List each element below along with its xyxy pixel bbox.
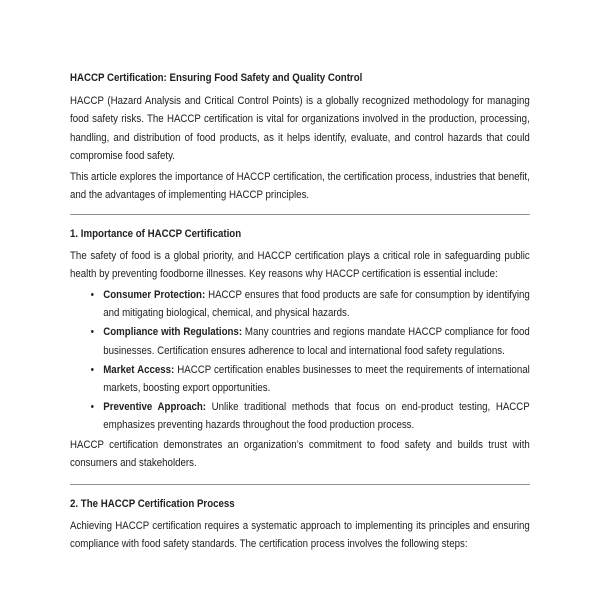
document-content <box>70 69 530 556</box>
bullet-term: Market Access: <box>103 363 175 376</box>
bullet-item-market-access <box>103 361 530 397</box>
bullet-item-consumer-protection <box>103 286 530 322</box>
bullet-term: Preventive Approach: <box>103 401 207 414</box>
bullet-term: Compliance with Regulations: <box>103 326 243 339</box>
intro-paragraph-2: This article explores the importance of HACCP certification, the certification process, industries that benefit, and the advantages of implementing HACCP principles. <box>70 170 530 201</box>
document-title: HACCP Certification: Ensuring Food Safety and Quality Control <box>70 72 363 84</box>
section-divider-2 <box>70 484 530 485</box>
bullet-list <box>70 286 530 435</box>
intro-paragraph-1: HACCP (Hazard Analysis and Critical Control Points) is a globally recognized methodology for managing food safety risks. The HACCP certification is vital for organizations involved in the production, processing, handling, and distribution of food products, as it helps identify, evaluate, and control hazards that could compromise food safety. <box>70 95 530 162</box>
section-divider-1 <box>70 214 530 215</box>
section-1-heading: 1. Importance of HACCP Certification <box>70 227 242 240</box>
bullet-item-preventive-approach <box>103 398 530 434</box>
bullet-text: Many countries and regions mandate HACCP compliance for food businesses. Certification ensures adherence to local and international food safety regulations. <box>103 326 530 357</box>
bullet-text: HACCP ensures that food products are safe for consumption by identifying and mitigating biological, chemical, and physical hazards. <box>103 289 530 320</box>
section-2-heading: 2. The HACCP Certification Process <box>70 498 235 511</box>
section-1-lead: The safety of food is a global priority, and HACCP certification plays a critical role in safeguarding public health by preventing foodborne illnesses. Key reasons why HACCP certification is essential include: <box>70 250 530 281</box>
bullet-term: Consumer Protection: <box>103 289 206 302</box>
bullet-text: Unlike traditional methods that focus on end-product testing, HACCP emphasizes preventing hazards throughout the food production process. <box>103 401 530 432</box>
bullet-text: HACCP certification enables businesses to meet the requirements of international markets, boosting export opportunities. <box>103 363 530 395</box>
section-2-lead: Achieving HACCP certification requires a systematic approach to implementing its principles and ensuring compliance with food safety standards. The certification process involves the following steps: <box>70 520 530 551</box>
bullet-item-compliance-with-regulations <box>103 323 530 359</box>
section-1-closing: HACCP certification demonstrates an organization’s commitment to food safety and builds trust with consumers and stakeholders. <box>70 438 530 469</box>
